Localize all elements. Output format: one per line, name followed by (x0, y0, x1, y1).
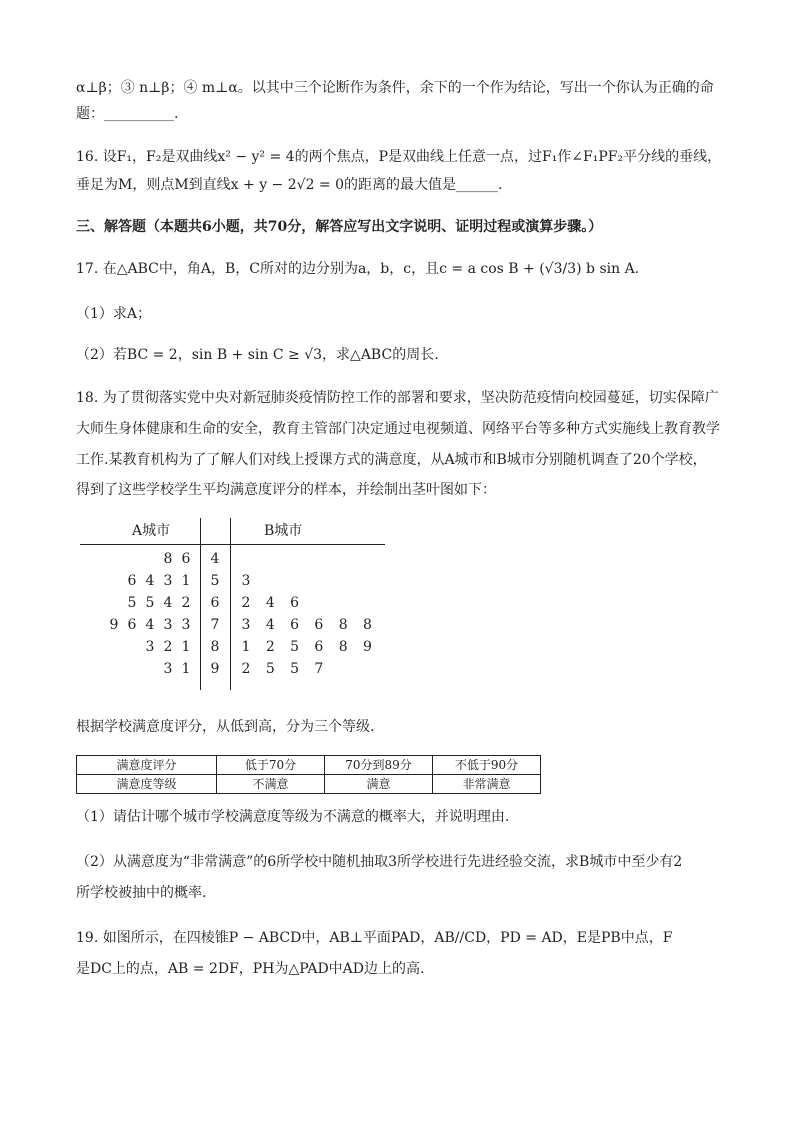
grade-cell: 70分到89分 (325, 756, 433, 775)
stem-row (80, 548, 410, 570)
b-leaf: 6 (314, 617, 324, 633)
stem-row (80, 592, 410, 614)
q16-line-2: 垂足为M，则点M到直线x + y − 2√2 = 0的距离的最大值是______. (76, 177, 503, 193)
b-leaf: 8 (338, 639, 348, 655)
a-leaf: 6 (181, 551, 191, 567)
q18-line-3: 工作.某教育机构为了了解人们对线上授课方式的满意度，从A城市和B城市分别随机调查了20个学校， (76, 452, 707, 468)
b-leaf: 2 (265, 639, 275, 655)
grade-cell: 低于70分 (217, 756, 325, 775)
b-leaf: 1 (241, 639, 251, 655)
b-leaf: 5 (290, 661, 300, 677)
grade-cell: 不满意 (217, 775, 325, 794)
a-leaf: 3 (163, 617, 173, 633)
q18-after-plot: 根据学校满意度评分，从低到高，分为三个等级. (76, 719, 375, 735)
stem-row (80, 570, 410, 592)
q17-part-2: （2）若BC = 2，sin B + sin C ≥ √3，求△ABC的周长. (76, 347, 439, 363)
q18-line-2: 大师生身体健康和生命的安全，教育主管部门决定通过电视频道、网络平台等多种方式实施线上教育教学 (76, 421, 720, 437)
b-leaf: 4 (265, 595, 275, 611)
q15-line-2: 题：__________. (76, 106, 179, 122)
a-leaf: 4 (163, 595, 173, 611)
b-leaf: 3 (241, 617, 251, 633)
b-leaf: 9 (363, 639, 372, 655)
b-leaf: 3 (241, 573, 251, 589)
grade-table-row (77, 775, 541, 794)
q18-line-4: 得到了这些学校学生平均满意度评分的样本，并绘制出茎叶图如下： (76, 482, 496, 498)
stem-value: 7 (210, 617, 220, 633)
a-leaf: 9 (109, 617, 119, 633)
stem-row (80, 658, 410, 680)
a-leaf: 3 (181, 617, 191, 633)
q18-part-2-line-2: 所学校被抽中的概率. (76, 885, 207, 901)
a-leaf: 2 (163, 639, 173, 655)
b-leaf: 6 (290, 617, 300, 633)
q19-line-2: 是DC上的点，AB = 2DF，PH为△PAD中AD边上的高. (76, 961, 425, 977)
q19-line-1: 19. 如图所示，在四棱锥P − ABCD中，AB⊥平面PAD，AB//CD，PD = AD，E是PB中点，F (76, 930, 673, 946)
stem-value: 5 (210, 573, 220, 589)
a-leaf: 4 (145, 617, 155, 633)
stem-header-rule (80, 544, 385, 545)
stem-leaf-plot (80, 516, 420, 696)
stem-value: 6 (210, 595, 220, 611)
a-leaf: 3 (145, 639, 155, 655)
q17-line-1: 17. 在△ABC中，角A，B，C所对的边分别为a，b，c，且c = a cos B + (√3/3) b sin A. (76, 261, 640, 277)
stem-value: 8 (210, 639, 220, 655)
a-leaf: 1 (181, 639, 191, 655)
a-leaf: 2 (181, 595, 191, 611)
stem-header-b: B城市 (264, 523, 303, 539)
stem-value: 9 (210, 661, 220, 677)
grade-cell: 非常满意 (433, 775, 541, 794)
q18-part-2-line-1: （2）从满意度为“非常满意”的6所学校中随机抽取3所学校进行先进经验交流，求B城市中至少有2 (76, 854, 683, 870)
a-leaf: 4 (145, 573, 155, 589)
a-leaf: 1 (181, 573, 191, 589)
section-3-heading: 三、解答题（本题共6小题，共70分，解答应写出文字说明、证明过程或演算步骤。） (76, 219, 603, 235)
a-leaf: 6 (127, 573, 137, 589)
stem-row (80, 614, 410, 636)
b-leaf: 4 (265, 617, 275, 633)
stem-row (80, 636, 410, 658)
b-leaf: 8 (338, 617, 348, 633)
a-leaf: 8 (163, 551, 173, 567)
grade-cell: 不低于90分 (433, 756, 541, 775)
grade-table (76, 755, 541, 794)
stem-header-a: A城市 (132, 523, 171, 539)
q16-line-1: 16. 设F₁，F₂是双曲线x² − y² = 4的两个焦点，P是双曲线上任意一点，过F₁作∠F₁PF₂平分线的垂线， (76, 149, 722, 165)
a-leaf: 1 (181, 661, 191, 677)
q18-line-1: 18. 为了贯彻落实党中央对新冠肺炎疫情防控工作的部署和要求，坚决防范疫情向校园蔓延，切实保障广 (76, 390, 719, 406)
grade-cell: 满意度评分 (77, 756, 217, 775)
a-leaf: 5 (127, 595, 137, 611)
q18-part-1: （1）请估计哪个城市学校满意度等级为不满意的概率大，并说明理由. (76, 809, 510, 825)
b-leaf: 5 (290, 639, 300, 655)
b-leaf: 2 (241, 595, 251, 611)
b-leaf: 6 (314, 639, 324, 655)
a-leaf: 3 (163, 573, 173, 589)
a-leaf: 3 (163, 661, 173, 677)
stem-value: 4 (210, 551, 220, 567)
b-leaf: 2 (241, 661, 251, 677)
grade-cell: 满意 (325, 775, 433, 794)
b-leaf: 6 (290, 595, 300, 611)
q17-part-1: （1）求A； (76, 306, 152, 322)
b-leaf: 7 (314, 661, 324, 677)
b-leaf: 8 (363, 617, 372, 633)
q15-line-1: α⊥β；③ n⊥β；④ m⊥α。以其中三个论断作为条件，余下的一个作为结论，写出一个你认为正确的命 (76, 80, 714, 96)
a-leaf: 5 (145, 595, 155, 611)
grade-table-row (77, 756, 541, 775)
grade-cell: 满意度等级 (77, 775, 217, 794)
a-leaf: 6 (127, 617, 137, 633)
b-leaf: 5 (265, 661, 275, 677)
